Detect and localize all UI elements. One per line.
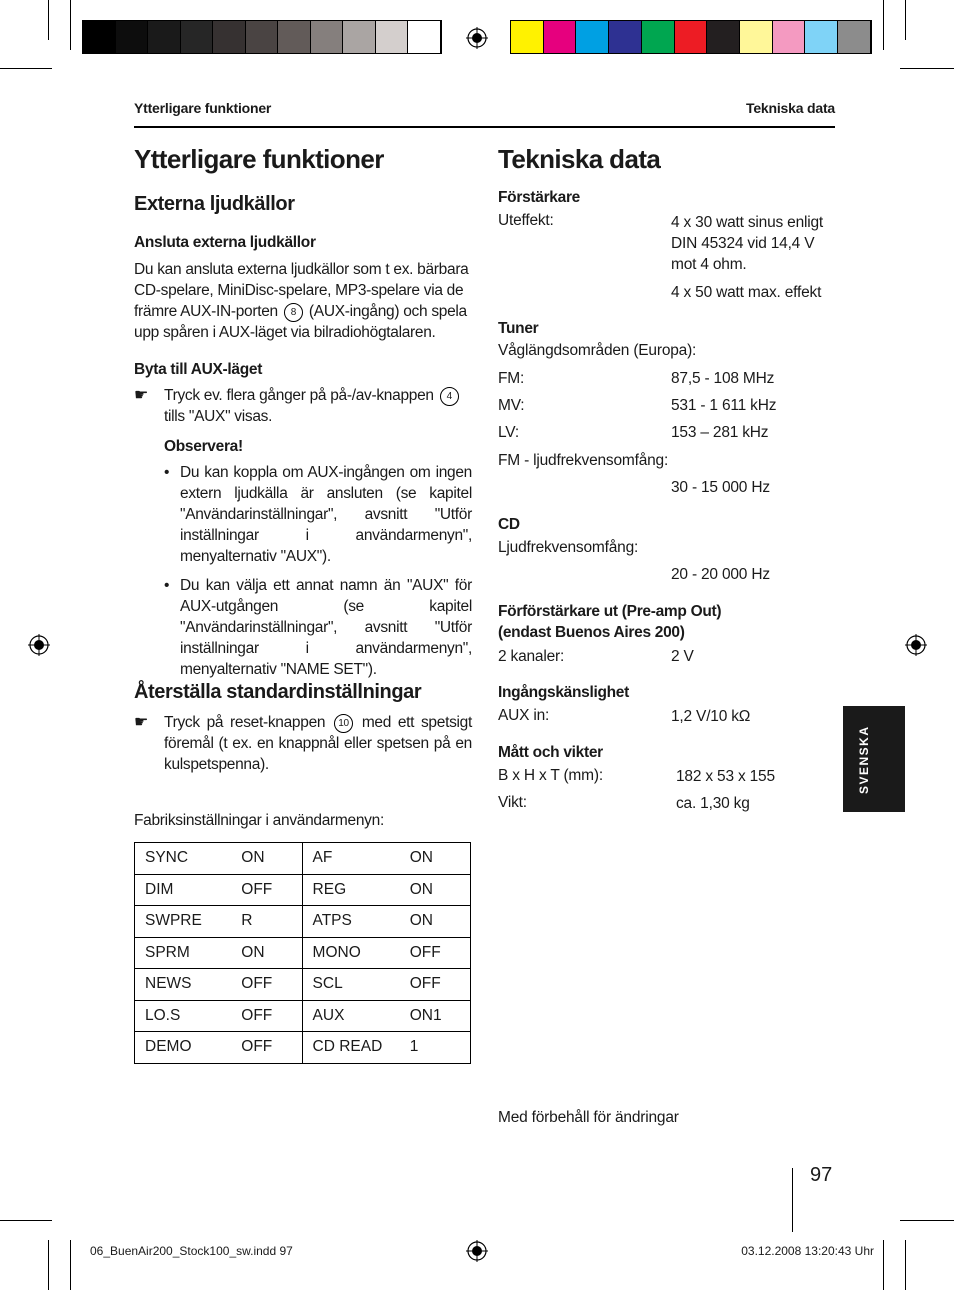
table-cell: OFF bbox=[231, 969, 302, 1001]
crop-mark bbox=[900, 68, 954, 69]
spec-label: B x H x T (mm): bbox=[498, 767, 603, 784]
language-tab-label: SVENSKA bbox=[857, 725, 871, 794]
callout-number: 10 bbox=[334, 714, 353, 733]
color-swatch bbox=[805, 21, 838, 53]
crop-mark bbox=[900, 1220, 954, 1221]
header-rule bbox=[134, 126, 835, 128]
crop-mark bbox=[905, 0, 906, 40]
instruction-text: med ett spetsigt föremål (t ex. en knappnål eller spetsen på en kulspetspenna). bbox=[164, 714, 472, 773]
spec-label: AUX in: bbox=[498, 707, 550, 724]
table-cell: OFF bbox=[400, 969, 471, 1001]
paragraph-text: Du kan ansluta externa ljudkällor som t ex. bärbara CD-spelare, MiniDisc-spelare, MP3-spelare via de främre AUX-IN-porten bbox=[134, 261, 469, 320]
page-title-right: Tekniska data bbox=[498, 144, 661, 174]
color-swatch bbox=[773, 21, 806, 53]
table-cell: R bbox=[231, 906, 302, 938]
table-cell: DEMO bbox=[135, 1032, 232, 1064]
table-row bbox=[135, 969, 471, 1001]
table-cell: DIM bbox=[135, 874, 232, 906]
table-row bbox=[135, 1032, 471, 1064]
spec-label: MV: bbox=[498, 397, 525, 414]
color-swatch bbox=[642, 21, 675, 53]
spec-heading: Förförstärkare ut (Pre-amp Out) bbox=[498, 603, 722, 620]
spec-heading: Ingångskänslighet bbox=[498, 684, 629, 701]
table-row bbox=[135, 1000, 471, 1032]
note-bullet: Du kan koppla om AUX-ingången om ingen extern ljudkälla är ansluten (se kapitel "Användarinställningar", avsnitt "Utför inställningar i användarmenyn", menyalternativ "AUX"). bbox=[180, 464, 472, 565]
table-cell: CD READ bbox=[302, 1032, 400, 1064]
table-cell: ON1 bbox=[400, 1000, 471, 1032]
table-cell: AUX bbox=[302, 1000, 400, 1032]
table-cell: MONO bbox=[302, 937, 400, 969]
paragraph-text: (AUX-ingång) och spela upp spåren i AUX-läget via bilradiohögtalaren. bbox=[134, 303, 467, 341]
spec-heading: Tuner bbox=[498, 320, 539, 337]
spec-value: 20 - 20 000 Hz bbox=[671, 566, 770, 583]
instruction-text: Tryck ev. flera gånger på på-/av-knappen bbox=[164, 387, 434, 404]
table-cell: ON bbox=[231, 937, 302, 969]
table-cell: SWPRE bbox=[135, 906, 232, 938]
table-cell: SPRM bbox=[135, 937, 232, 969]
color-swatch bbox=[544, 21, 577, 53]
crop-mark bbox=[0, 1220, 52, 1221]
note-title: Observera! bbox=[164, 438, 243, 455]
spec-label: FM - ljudfrekvensomfång: bbox=[498, 452, 669, 469]
table-row bbox=[135, 906, 471, 938]
color-swatch bbox=[376, 21, 409, 53]
spec-value: 4 x 30 watt sinus enligt DIN 45324 vid 14,4 V mot 4 ohm. bbox=[671, 214, 824, 273]
spec-label: LV: bbox=[498, 424, 519, 441]
table-row bbox=[135, 874, 471, 906]
color-swatch bbox=[707, 21, 740, 53]
table-cell: REG bbox=[302, 874, 400, 906]
table-cell: NEWS bbox=[135, 969, 232, 1001]
spec-heading: Förstärkare bbox=[498, 189, 580, 206]
running-header-left: Ytterligare funktioner bbox=[134, 100, 272, 116]
page-number-rule bbox=[792, 1168, 793, 1232]
spec-heading: (endast Buenos Aires 200) bbox=[498, 624, 685, 641]
color-swatch bbox=[343, 21, 376, 53]
table-cell: OFF bbox=[400, 937, 471, 969]
spec-value: 1,2 V/10 kΩ bbox=[671, 708, 751, 725]
table-cell: LO.S bbox=[135, 1000, 232, 1032]
note-bullet: Du kan välja ett annat namn än "AUX" för AUX-utgången (se kapitel "Användarinställningar", avsnitt "Utför inställningar i användarmenyn", menyalternativ "NAME SET"). bbox=[180, 577, 472, 678]
crop-mark bbox=[48, 0, 49, 40]
crop-mark bbox=[905, 1240, 906, 1290]
spec-heading: CD bbox=[498, 516, 520, 533]
color-swatch bbox=[83, 21, 116, 53]
crop-mark bbox=[70, 1240, 71, 1290]
registration-mark-icon bbox=[28, 634, 50, 656]
registration-mark-icon bbox=[466, 1240, 488, 1262]
spec-value: 182 x 53 x 155 bbox=[676, 768, 775, 785]
table-row bbox=[135, 937, 471, 969]
color-swatch bbox=[213, 21, 246, 53]
registration-mark-icon bbox=[466, 27, 488, 49]
bullet-icon: • bbox=[164, 464, 170, 481]
section-heading: Externa ljudkällor bbox=[134, 193, 295, 215]
spec-label: 2 kanaler: bbox=[498, 648, 565, 665]
table-caption: Fabriksinställningar i användarmenyn: bbox=[134, 812, 384, 829]
table-cell: ON bbox=[231, 843, 302, 875]
instruction-text: tills "AUX" visas. bbox=[164, 408, 273, 425]
color-swatch bbox=[278, 21, 311, 53]
spec-value: 153 – 281 kHz bbox=[671, 424, 769, 441]
spec-label: Vikt: bbox=[498, 794, 527, 811]
color-swatch bbox=[838, 21, 871, 53]
pointing-hand-icon: ☛ bbox=[134, 387, 149, 404]
spec-label: Uteffekt: bbox=[498, 212, 554, 229]
gray-calibration-bar bbox=[82, 20, 442, 54]
table-cell: ATPS bbox=[302, 906, 400, 938]
instruction-text: Tryck på reset-knappen bbox=[164, 714, 326, 731]
spec-value: 87,5 - 108 MHz bbox=[671, 370, 775, 387]
table-cell: OFF bbox=[231, 874, 302, 906]
table-cell: AF bbox=[302, 843, 400, 875]
table-cell: OFF bbox=[231, 1000, 302, 1032]
table-cell: ON bbox=[400, 906, 471, 938]
color-swatch bbox=[511, 21, 544, 53]
callout-number: 8 bbox=[284, 303, 303, 322]
table-cell: SYNC bbox=[135, 843, 232, 875]
factory-settings-table bbox=[134, 842, 471, 1064]
subheading: Ansluta externa ljudkällor bbox=[134, 234, 316, 251]
page-number: 97 bbox=[810, 1164, 833, 1186]
spec-label: FM: bbox=[498, 370, 525, 387]
language-tab bbox=[843, 706, 905, 812]
crop-mark bbox=[48, 1240, 49, 1290]
color-swatch bbox=[116, 21, 149, 53]
spec-value: 531 - 1 611 kHz bbox=[671, 397, 777, 414]
crop-mark bbox=[883, 1240, 884, 1290]
instruction-step bbox=[164, 385, 472, 427]
table-cell: ON bbox=[400, 843, 471, 875]
crop-mark bbox=[883, 0, 884, 50]
page-title-left: Ytterligare funktioner bbox=[134, 144, 384, 174]
color-calibration-bar bbox=[510, 20, 872, 54]
subheading: Byta till AUX-läget bbox=[134, 361, 263, 378]
spec-heading: Mått och vikter bbox=[498, 744, 603, 761]
color-swatch bbox=[576, 21, 609, 53]
spec-label: Våglängdsområden (Europa): bbox=[498, 342, 697, 359]
color-swatch bbox=[609, 21, 642, 53]
color-swatch bbox=[246, 21, 279, 53]
table-row bbox=[135, 843, 471, 875]
color-swatch bbox=[408, 21, 441, 53]
pointing-hand-icon: ☛ bbox=[134, 714, 149, 731]
callout-number: 4 bbox=[440, 387, 459, 406]
spec-label: Ljudfrekvensomfång: bbox=[498, 539, 639, 556]
spec-value: ca. 1,30 kg bbox=[676, 795, 750, 812]
footer-timestamp: 03.12.2008 13:20:43 Uhr bbox=[741, 1244, 874, 1258]
crop-mark bbox=[0, 68, 52, 69]
registration-mark-icon bbox=[905, 634, 927, 656]
bullet-icon: • bbox=[164, 577, 170, 594]
running-header-right: Tekniska data bbox=[746, 100, 835, 116]
table-cell: 1 bbox=[400, 1032, 471, 1064]
table-cell: OFF bbox=[231, 1032, 302, 1064]
footer-file-info: 06_BuenAir200_Stock100_sw.indd 97 bbox=[90, 1244, 293, 1258]
table-cell: ON bbox=[400, 874, 471, 906]
section-heading: Återställa standardinställningar bbox=[134, 681, 422, 703]
spec-value: 4 x 50 watt max. effekt bbox=[671, 284, 822, 301]
color-swatch bbox=[311, 21, 344, 53]
color-swatch bbox=[148, 21, 181, 53]
spec-value: 30 - 15 000 Hz bbox=[671, 479, 770, 496]
color-swatch bbox=[740, 21, 773, 53]
spec-value: 2 V bbox=[671, 648, 694, 665]
instruction-step bbox=[164, 712, 472, 775]
table-cell: SCL bbox=[302, 969, 400, 1001]
crop-mark bbox=[70, 0, 71, 50]
paragraph bbox=[134, 259, 472, 343]
reservation-note: Med förbehåll för ändringar bbox=[498, 1109, 679, 1126]
color-swatch bbox=[675, 21, 708, 53]
color-swatch bbox=[181, 21, 214, 53]
